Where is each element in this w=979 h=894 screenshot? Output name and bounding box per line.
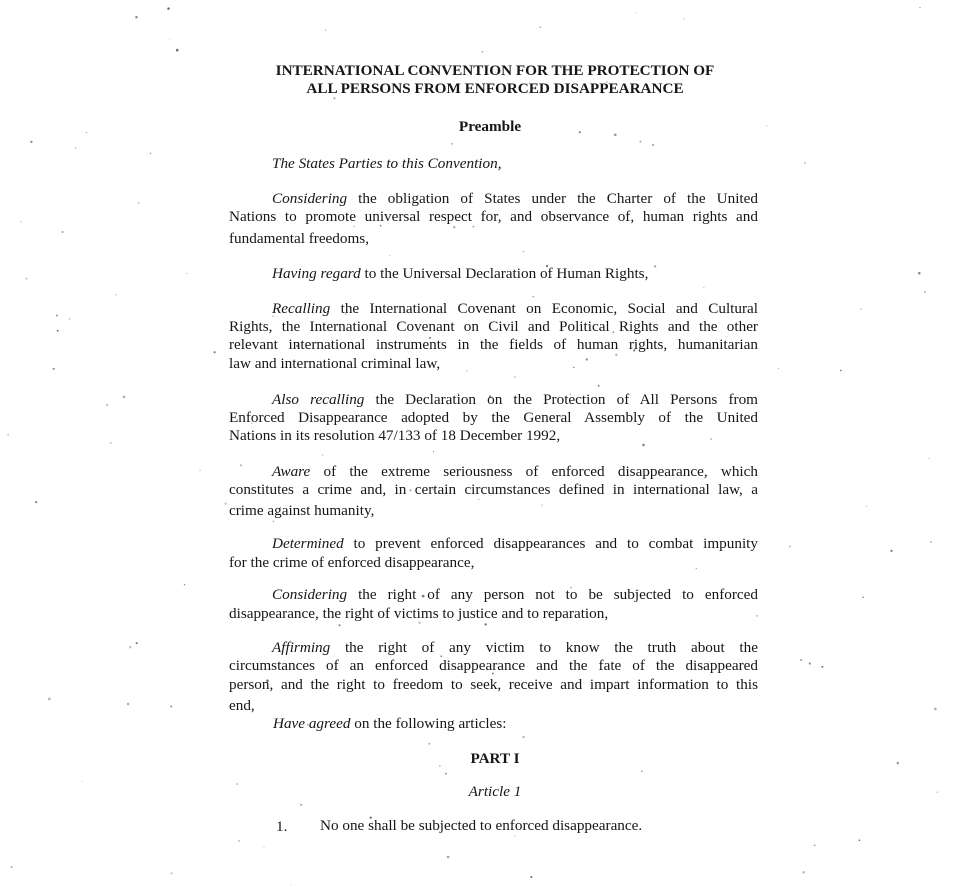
speck <box>919 7 921 9</box>
speck <box>514 376 515 377</box>
speck <box>540 26 542 28</box>
speck <box>135 16 137 18</box>
speck <box>433 451 434 452</box>
speck <box>598 385 600 387</box>
speck <box>184 584 185 585</box>
speck <box>325 30 326 31</box>
speck <box>523 251 525 253</box>
speck <box>453 226 455 228</box>
para-1-lead: Considering <box>272 190 348 207</box>
para-8-line-2: circumstances of an enforced disappearance and the fate of the disappeared <box>229 657 758 674</box>
speck <box>533 296 534 297</box>
speck <box>766 126 767 127</box>
speck <box>389 255 390 256</box>
para-2-line-1: Having regard to the Universal Declaration of Human Rights, <box>272 265 649 282</box>
para-3-line-3: relevant international instruments in the fields of human rights, humanitarian <box>229 336 758 353</box>
para-7-lead: Considering <box>272 586 348 603</box>
speck <box>466 370 467 371</box>
speck <box>866 506 867 507</box>
para-4-line-3: Nations in its resolution 47/133 of 18 December 1992, <box>229 427 561 444</box>
article-1-text: No one shall be subjected to enforced disappearance. <box>320 817 643 834</box>
para-5-line-1: Aware of the extreme seriousness of enforced disappearance, which <box>272 463 758 480</box>
speck <box>30 141 32 143</box>
speck <box>129 646 132 649</box>
para-5-line-2: constitutes a crime and, in certain circumstances defined in international law, a <box>229 481 758 498</box>
para-6-line-2: for the crime of enforced disappearance, <box>229 554 475 571</box>
speck <box>11 866 13 868</box>
speck <box>930 541 932 543</box>
speck <box>53 368 55 370</box>
preamble-heading: Preamble <box>458 118 522 135</box>
speck <box>890 550 892 552</box>
speck <box>138 202 140 204</box>
speck <box>800 659 802 661</box>
speck <box>654 265 656 267</box>
speck <box>484 623 486 625</box>
speck <box>82 781 83 782</box>
speck <box>25 278 27 280</box>
speck <box>123 396 126 399</box>
para-6-lead: Determined <box>272 535 344 552</box>
speck <box>814 845 816 847</box>
para-4-line-2: Enforced Disappearance adopted by the General Assembly of the United <box>229 409 758 426</box>
speck <box>636 12 637 13</box>
speck <box>62 231 64 233</box>
opening-line: The States Parties to this Convention, <box>272 155 502 172</box>
speck <box>170 705 172 707</box>
speck <box>710 438 711 439</box>
speck <box>169 38 170 39</box>
speck <box>514 835 515 836</box>
speck <box>167 7 170 10</box>
speck <box>428 743 430 745</box>
agreed-line: Have agreed on the following articles: <box>273 715 507 732</box>
speck <box>937 791 938 792</box>
speck <box>860 308 861 309</box>
para-4-lead: Also recalling <box>272 391 365 408</box>
para-4-line-1: Also recalling the Declaration on the Protection of All Persons from <box>272 391 758 408</box>
speck <box>56 315 58 317</box>
speck <box>199 470 201 472</box>
speck <box>614 133 617 136</box>
para-8-line-3: person, and the right to freedom to seek, receive and impart information to this <box>229 676 758 693</box>
speck <box>652 144 654 146</box>
speck <box>809 662 811 664</box>
speck <box>447 856 450 859</box>
para-1-line-2: Nations to promote universal respect for, and observance of, human rights and <box>229 208 758 225</box>
speck <box>57 330 59 332</box>
para-5-lead: Aware <box>272 463 311 480</box>
speck <box>542 504 543 505</box>
speck <box>339 624 341 626</box>
para-7-line-1: Considering the right of any person not to be subjected to enforced <box>272 586 758 603</box>
speck <box>897 762 899 764</box>
speck <box>840 370 842 372</box>
speck <box>756 615 757 616</box>
speck <box>778 368 779 369</box>
speck <box>171 872 173 874</box>
speck <box>86 132 87 133</box>
para-8-line-4: end, <box>229 697 255 714</box>
para-2-lead: Having regard <box>272 265 361 282</box>
para-8-line-1: Affirming the right of any victim to know the truth about the <box>272 639 758 656</box>
speck <box>213 351 215 353</box>
para-7-line-2: disappearance, the right of victims to justice and to reparation, <box>229 605 609 622</box>
speck <box>273 521 274 522</box>
speck <box>530 876 532 878</box>
speck <box>20 221 21 222</box>
speck <box>451 143 453 145</box>
speck <box>69 318 70 319</box>
speck <box>116 294 117 295</box>
document-title-line-2: ALL PERSONS FROM ENFORCED DISAPPEARANCE <box>306 80 684 97</box>
speck <box>821 666 823 668</box>
speck <box>703 287 704 288</box>
speck <box>641 770 642 771</box>
para-5-line-3: crime against humanity, <box>229 502 375 519</box>
speck <box>225 503 227 505</box>
speck <box>127 703 130 706</box>
agreed-lead: Have agreed <box>273 715 351 732</box>
speck <box>862 596 864 598</box>
speck <box>236 783 238 785</box>
para-6-line-1: Determined to prevent enforced disappearances and to combat impunity <box>272 535 758 552</box>
part-heading: PART I <box>470 750 520 767</box>
speck <box>75 148 76 149</box>
speck <box>929 458 930 459</box>
speck <box>573 367 575 369</box>
speck <box>322 455 323 456</box>
speck <box>238 840 239 841</box>
speck <box>35 501 37 503</box>
speck <box>684 18 685 19</box>
article-1-number: 1. <box>276 818 288 835</box>
speck <box>859 839 861 841</box>
speck <box>7 434 9 436</box>
speck <box>150 153 152 155</box>
speck <box>186 273 187 274</box>
speck <box>176 49 179 52</box>
speck <box>300 804 302 806</box>
document-title-line-1: INTERNATIONAL CONVENTION FOR THE PROTECTION OF <box>275 62 715 79</box>
speck <box>802 871 804 873</box>
para-8-lead: Affirming <box>272 639 331 656</box>
speck <box>522 736 525 739</box>
speck <box>110 442 112 444</box>
speck <box>48 698 51 701</box>
speck <box>789 546 791 548</box>
speck <box>482 51 484 53</box>
para-1-line-1: Considering the obligation of States under the Charter of the United <box>272 190 758 207</box>
para-3-line-2: Rights, the International Covenant on Civil and Political Rights and the other <box>229 318 758 335</box>
article-heading: Article 1 <box>468 783 522 800</box>
speck <box>924 291 926 293</box>
para-3-line-4: law and international criminal law, <box>229 355 441 372</box>
speck <box>290 884 291 885</box>
speck <box>934 708 937 711</box>
speck <box>106 404 108 406</box>
speck <box>240 464 242 466</box>
speck <box>642 444 645 447</box>
speck <box>263 847 264 848</box>
speck <box>804 162 806 164</box>
speck <box>696 568 697 569</box>
speck <box>639 140 641 142</box>
speck <box>586 358 588 360</box>
para-3-lead: Recalling <box>272 300 331 317</box>
speck <box>445 773 447 775</box>
speck <box>136 642 138 644</box>
speck <box>478 499 479 500</box>
para-3-line-1: Recalling the International Covenant on Economic, Social and Cultural <box>272 300 758 317</box>
para-1-line-3: fundamental freedoms, <box>229 230 370 247</box>
speck <box>918 272 921 275</box>
